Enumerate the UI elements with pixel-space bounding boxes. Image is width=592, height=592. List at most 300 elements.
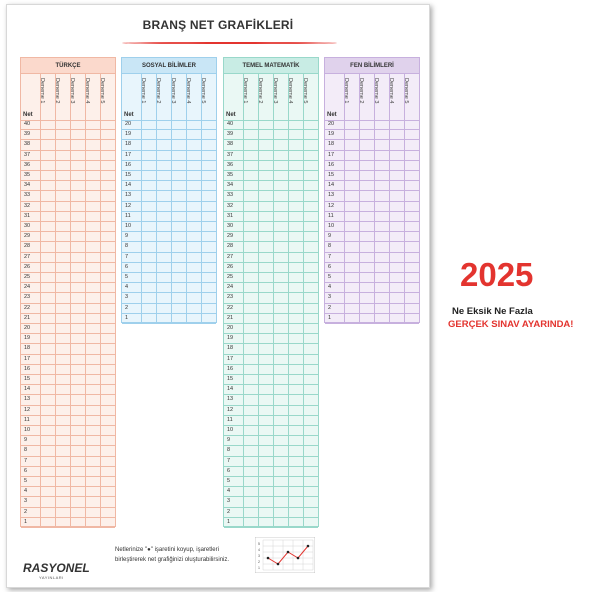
mark-cell[interactable] <box>344 151 359 160</box>
mark-cell[interactable] <box>55 467 70 476</box>
mark-cell[interactable] <box>55 487 70 496</box>
mark-cell[interactable] <box>243 406 258 415</box>
mark-cell[interactable] <box>100 202 115 211</box>
mark-cell[interactable] <box>186 283 201 292</box>
mark-cell[interactable] <box>100 304 115 313</box>
mark-cell[interactable] <box>374 140 389 149</box>
mark-cell[interactable] <box>55 446 70 455</box>
mark-cell[interactable] <box>40 222 55 231</box>
mark-cell[interactable] <box>141 283 156 292</box>
mark-cell[interactable] <box>85 436 100 445</box>
mark-cell[interactable] <box>100 181 115 190</box>
mark-cell[interactable] <box>344 283 359 292</box>
mark-cell[interactable] <box>141 293 156 302</box>
mark-cell[interactable] <box>404 314 419 323</box>
mark-cell[interactable] <box>288 140 303 149</box>
mark-cell[interactable] <box>70 273 85 282</box>
mark-cell[interactable] <box>303 385 318 394</box>
mark-cell[interactable] <box>171 120 186 129</box>
mark-cell[interactable] <box>70 202 85 211</box>
mark-cell[interactable] <box>156 191 171 200</box>
mark-cell[interactable] <box>273 477 288 486</box>
mark-cell[interactable] <box>258 222 273 231</box>
mark-cell[interactable] <box>55 416 70 425</box>
mark-cell[interactable] <box>100 171 115 180</box>
mark-cell[interactable] <box>55 202 70 211</box>
mark-cell[interactable] <box>141 253 156 262</box>
mark-cell[interactable] <box>100 446 115 455</box>
mark-cell[interactable] <box>404 181 419 190</box>
mark-cell[interactable] <box>258 375 273 384</box>
mark-cell[interactable] <box>389 212 404 221</box>
mark-cell[interactable] <box>70 253 85 262</box>
mark-cell[interactable] <box>40 487 55 496</box>
mark-cell[interactable] <box>243 487 258 496</box>
mark-cell[interactable] <box>359 283 374 292</box>
mark-cell[interactable] <box>70 365 85 374</box>
mark-cell[interactable] <box>273 140 288 149</box>
mark-cell[interactable] <box>258 497 273 506</box>
mark-cell[interactable] <box>374 191 389 200</box>
mark-cell[interactable] <box>186 151 201 160</box>
mark-cell[interactable] <box>273 344 288 353</box>
mark-cell[interactable] <box>85 232 100 241</box>
mark-cell[interactable] <box>389 242 404 251</box>
mark-cell[interactable] <box>389 273 404 282</box>
mark-cell[interactable] <box>243 355 258 364</box>
mark-cell[interactable] <box>359 222 374 231</box>
mark-cell[interactable] <box>374 222 389 231</box>
mark-cell[interactable] <box>55 222 70 231</box>
mark-cell[interactable] <box>100 130 115 139</box>
mark-cell[interactable] <box>374 293 389 302</box>
mark-cell[interactable] <box>55 365 70 374</box>
mark-cell[interactable] <box>288 497 303 506</box>
mark-cell[interactable] <box>201 191 216 200</box>
mark-cell[interactable] <box>258 457 273 466</box>
mark-cell[interactable] <box>303 293 318 302</box>
mark-cell[interactable] <box>303 304 318 313</box>
mark-cell[interactable] <box>288 171 303 180</box>
mark-cell[interactable] <box>55 140 70 149</box>
mark-cell[interactable] <box>85 457 100 466</box>
mark-cell[interactable] <box>70 324 85 333</box>
mark-cell[interactable] <box>171 212 186 221</box>
mark-cell[interactable] <box>70 242 85 251</box>
mark-cell[interactable] <box>258 191 273 200</box>
mark-cell[interactable] <box>156 293 171 302</box>
mark-cell[interactable] <box>359 151 374 160</box>
mark-cell[interactable] <box>404 130 419 139</box>
mark-cell[interactable] <box>156 253 171 262</box>
mark-cell[interactable] <box>100 263 115 272</box>
mark-cell[interactable] <box>171 263 186 272</box>
mark-cell[interactable] <box>141 191 156 200</box>
mark-cell[interactable] <box>40 293 55 302</box>
mark-cell[interactable] <box>359 293 374 302</box>
mark-cell[interactable] <box>288 446 303 455</box>
mark-cell[interactable] <box>55 395 70 404</box>
mark-cell[interactable] <box>273 293 288 302</box>
mark-cell[interactable] <box>40 344 55 353</box>
mark-cell[interactable] <box>273 191 288 200</box>
mark-cell[interactable] <box>273 467 288 476</box>
mark-cell[interactable] <box>55 283 70 292</box>
mark-cell[interactable] <box>258 253 273 262</box>
mark-cell[interactable] <box>374 263 389 272</box>
mark-cell[interactable] <box>70 467 85 476</box>
mark-cell[interactable] <box>55 161 70 170</box>
mark-cell[interactable] <box>40 334 55 343</box>
mark-cell[interactable] <box>243 334 258 343</box>
mark-cell[interactable] <box>201 283 216 292</box>
mark-cell[interactable] <box>171 242 186 251</box>
mark-cell[interactable] <box>344 130 359 139</box>
mark-cell[interactable] <box>303 446 318 455</box>
mark-cell[interactable] <box>273 232 288 241</box>
mark-cell[interactable] <box>303 477 318 486</box>
mark-cell[interactable] <box>100 293 115 302</box>
mark-cell[interactable] <box>243 508 258 517</box>
mark-cell[interactable] <box>389 140 404 149</box>
mark-cell[interactable] <box>70 487 85 496</box>
mark-cell[interactable] <box>85 253 100 262</box>
mark-cell[interactable] <box>273 406 288 415</box>
mark-cell[interactable] <box>85 283 100 292</box>
mark-cell[interactable] <box>243 375 258 384</box>
mark-cell[interactable] <box>85 344 100 353</box>
mark-cell[interactable] <box>100 232 115 241</box>
mark-cell[interactable] <box>303 120 318 129</box>
mark-cell[interactable] <box>374 151 389 160</box>
mark-cell[interactable] <box>243 457 258 466</box>
mark-cell[interactable] <box>258 344 273 353</box>
mark-cell[interactable] <box>288 385 303 394</box>
mark-cell[interactable] <box>100 253 115 262</box>
mark-cell[interactable] <box>288 508 303 517</box>
mark-cell[interactable] <box>344 293 359 302</box>
mark-cell[interactable] <box>85 181 100 190</box>
mark-cell[interactable] <box>171 304 186 313</box>
mark-cell[interactable] <box>258 467 273 476</box>
mark-cell[interactable] <box>273 242 288 251</box>
mark-cell[interactable] <box>243 242 258 251</box>
mark-cell[interactable] <box>70 151 85 160</box>
mark-cell[interactable] <box>374 212 389 221</box>
mark-cell[interactable] <box>85 212 100 221</box>
mark-cell[interactable] <box>171 181 186 190</box>
mark-cell[interactable] <box>55 120 70 129</box>
mark-cell[interactable] <box>70 436 85 445</box>
mark-cell[interactable] <box>70 293 85 302</box>
mark-cell[interactable] <box>201 161 216 170</box>
mark-cell[interactable] <box>303 222 318 231</box>
mark-cell[interactable] <box>70 263 85 272</box>
mark-cell[interactable] <box>243 314 258 323</box>
mark-cell[interactable] <box>201 232 216 241</box>
mark-cell[interactable] <box>40 416 55 425</box>
mark-cell[interactable] <box>303 406 318 415</box>
mark-cell[interactable] <box>171 232 186 241</box>
mark-cell[interactable] <box>303 324 318 333</box>
mark-cell[interactable] <box>258 487 273 496</box>
mark-cell[interactable] <box>303 375 318 384</box>
mark-cell[interactable] <box>40 171 55 180</box>
mark-cell[interactable] <box>273 375 288 384</box>
mark-cell[interactable] <box>243 385 258 394</box>
mark-cell[interactable] <box>55 263 70 272</box>
mark-cell[interactable] <box>171 253 186 262</box>
mark-cell[interactable] <box>303 487 318 496</box>
mark-cell[interactable] <box>243 467 258 476</box>
mark-cell[interactable] <box>243 497 258 506</box>
mark-cell[interactable] <box>40 406 55 415</box>
mark-cell[interactable] <box>100 385 115 394</box>
mark-cell[interactable] <box>359 140 374 149</box>
mark-cell[interactable] <box>70 508 85 517</box>
mark-cell[interactable] <box>273 161 288 170</box>
mark-cell[interactable] <box>40 355 55 364</box>
mark-cell[interactable] <box>288 273 303 282</box>
mark-cell[interactable] <box>273 304 288 313</box>
mark-cell[interactable] <box>141 212 156 221</box>
mark-cell[interactable] <box>258 508 273 517</box>
mark-cell[interactable] <box>273 120 288 129</box>
mark-cell[interactable] <box>100 120 115 129</box>
mark-cell[interactable] <box>100 242 115 251</box>
mark-cell[interactable] <box>273 222 288 231</box>
mark-cell[interactable] <box>389 253 404 262</box>
mark-cell[interactable] <box>359 181 374 190</box>
mark-cell[interactable] <box>344 120 359 129</box>
mark-cell[interactable] <box>389 130 404 139</box>
mark-cell[interactable] <box>156 283 171 292</box>
mark-cell[interactable] <box>404 232 419 241</box>
mark-cell[interactable] <box>70 518 85 527</box>
mark-cell[interactable] <box>55 436 70 445</box>
mark-cell[interactable] <box>303 202 318 211</box>
mark-cell[interactable] <box>258 202 273 211</box>
mark-cell[interactable] <box>55 355 70 364</box>
mark-cell[interactable] <box>404 171 419 180</box>
mark-cell[interactable] <box>273 365 288 374</box>
mark-cell[interactable] <box>273 130 288 139</box>
mark-cell[interactable] <box>273 457 288 466</box>
mark-cell[interactable] <box>288 344 303 353</box>
mark-cell[interactable] <box>374 314 389 323</box>
mark-cell[interactable] <box>273 446 288 455</box>
mark-cell[interactable] <box>85 334 100 343</box>
mark-cell[interactable] <box>243 161 258 170</box>
mark-cell[interactable] <box>389 161 404 170</box>
mark-cell[interactable] <box>55 508 70 517</box>
mark-cell[interactable] <box>374 273 389 282</box>
mark-cell[interactable] <box>40 426 55 435</box>
mark-cell[interactable] <box>85 467 100 476</box>
mark-cell[interactable] <box>389 283 404 292</box>
mark-cell[interactable] <box>288 191 303 200</box>
mark-cell[interactable] <box>273 171 288 180</box>
mark-cell[interactable] <box>141 202 156 211</box>
mark-cell[interactable] <box>55 293 70 302</box>
mark-cell[interactable] <box>55 457 70 466</box>
mark-cell[interactable] <box>55 212 70 221</box>
mark-cell[interactable] <box>55 385 70 394</box>
mark-cell[interactable] <box>404 273 419 282</box>
mark-cell[interactable] <box>85 191 100 200</box>
mark-cell[interactable] <box>40 467 55 476</box>
mark-cell[interactable] <box>85 140 100 149</box>
mark-cell[interactable] <box>258 334 273 343</box>
mark-cell[interactable] <box>40 151 55 160</box>
mark-cell[interactable] <box>303 334 318 343</box>
mark-cell[interactable] <box>70 161 85 170</box>
mark-cell[interactable] <box>70 426 85 435</box>
mark-cell[interactable] <box>40 446 55 455</box>
mark-cell[interactable] <box>55 304 70 313</box>
mark-cell[interactable] <box>186 263 201 272</box>
mark-cell[interactable] <box>288 151 303 160</box>
mark-cell[interactable] <box>171 151 186 160</box>
mark-cell[interactable] <box>273 314 288 323</box>
mark-cell[interactable] <box>344 202 359 211</box>
mark-cell[interactable] <box>288 477 303 486</box>
mark-cell[interactable] <box>85 497 100 506</box>
mark-cell[interactable] <box>201 120 216 129</box>
mark-cell[interactable] <box>273 436 288 445</box>
mark-cell[interactable] <box>404 161 419 170</box>
mark-cell[interactable] <box>186 140 201 149</box>
mark-cell[interactable] <box>359 253 374 262</box>
mark-cell[interactable] <box>40 202 55 211</box>
mark-cell[interactable] <box>288 222 303 231</box>
mark-cell[interactable] <box>201 212 216 221</box>
mark-cell[interactable] <box>359 314 374 323</box>
mark-cell[interactable] <box>258 151 273 160</box>
mark-cell[interactable] <box>70 130 85 139</box>
mark-cell[interactable] <box>389 202 404 211</box>
mark-cell[interactable] <box>374 181 389 190</box>
mark-cell[interactable] <box>186 222 201 231</box>
mark-cell[interactable] <box>201 314 216 323</box>
mark-cell[interactable] <box>141 181 156 190</box>
mark-cell[interactable] <box>404 293 419 302</box>
mark-cell[interactable] <box>40 242 55 251</box>
mark-cell[interactable] <box>288 365 303 374</box>
mark-cell[interactable] <box>359 171 374 180</box>
mark-cell[interactable] <box>243 283 258 292</box>
mark-cell[interactable] <box>288 181 303 190</box>
mark-cell[interactable] <box>374 130 389 139</box>
mark-cell[interactable] <box>288 518 303 527</box>
mark-cell[interactable] <box>201 263 216 272</box>
mark-cell[interactable] <box>303 467 318 476</box>
mark-cell[interactable] <box>273 283 288 292</box>
mark-cell[interactable] <box>55 375 70 384</box>
mark-cell[interactable] <box>258 293 273 302</box>
mark-cell[interactable] <box>171 293 186 302</box>
mark-cell[interactable] <box>85 324 100 333</box>
mark-cell[interactable] <box>243 181 258 190</box>
mark-cell[interactable] <box>85 273 100 282</box>
mark-cell[interactable] <box>186 232 201 241</box>
mark-cell[interactable] <box>389 191 404 200</box>
mark-cell[interactable] <box>85 365 100 374</box>
mark-cell[interactable] <box>186 242 201 251</box>
mark-cell[interactable] <box>85 406 100 415</box>
mark-cell[interactable] <box>186 171 201 180</box>
mark-cell[interactable] <box>70 334 85 343</box>
mark-cell[interactable] <box>258 446 273 455</box>
mark-cell[interactable] <box>344 161 359 170</box>
mark-cell[interactable] <box>288 416 303 425</box>
mark-cell[interactable] <box>55 334 70 343</box>
mark-cell[interactable] <box>156 242 171 251</box>
mark-cell[interactable] <box>288 395 303 404</box>
mark-cell[interactable] <box>258 171 273 180</box>
mark-cell[interactable] <box>70 191 85 200</box>
mark-cell[interactable] <box>100 426 115 435</box>
mark-cell[interactable] <box>404 222 419 231</box>
mark-cell[interactable] <box>171 273 186 282</box>
mark-cell[interactable] <box>100 457 115 466</box>
mark-cell[interactable] <box>85 355 100 364</box>
mark-cell[interactable] <box>258 232 273 241</box>
mark-cell[interactable] <box>303 161 318 170</box>
mark-cell[interactable] <box>273 395 288 404</box>
mark-cell[interactable] <box>243 446 258 455</box>
mark-cell[interactable] <box>85 508 100 517</box>
mark-cell[interactable] <box>171 130 186 139</box>
mark-cell[interactable] <box>85 487 100 496</box>
mark-cell[interactable] <box>85 151 100 160</box>
mark-cell[interactable] <box>359 202 374 211</box>
mark-cell[interactable] <box>374 171 389 180</box>
mark-cell[interactable] <box>303 457 318 466</box>
mark-cell[interactable] <box>40 212 55 221</box>
mark-cell[interactable] <box>243 273 258 282</box>
mark-cell[interactable] <box>70 477 85 486</box>
mark-cell[interactable] <box>100 334 115 343</box>
mark-cell[interactable] <box>141 263 156 272</box>
mark-cell[interactable] <box>243 130 258 139</box>
mark-cell[interactable] <box>303 355 318 364</box>
mark-cell[interactable] <box>156 232 171 241</box>
mark-cell[interactable] <box>344 140 359 149</box>
mark-cell[interactable] <box>288 334 303 343</box>
mark-cell[interactable] <box>303 253 318 262</box>
mark-cell[interactable] <box>303 365 318 374</box>
mark-cell[interactable] <box>156 140 171 149</box>
mark-cell[interactable] <box>201 293 216 302</box>
mark-cell[interactable] <box>70 385 85 394</box>
mark-cell[interactable] <box>243 416 258 425</box>
mark-cell[interactable] <box>100 140 115 149</box>
mark-cell[interactable] <box>288 232 303 241</box>
mark-cell[interactable] <box>85 304 100 313</box>
mark-cell[interactable] <box>141 314 156 323</box>
mark-cell[interactable] <box>258 263 273 272</box>
mark-cell[interactable] <box>288 375 303 384</box>
mark-cell[interactable] <box>258 355 273 364</box>
mark-cell[interactable] <box>258 385 273 394</box>
mark-cell[interactable] <box>85 263 100 272</box>
mark-cell[interactable] <box>344 263 359 272</box>
mark-cell[interactable] <box>55 426 70 435</box>
mark-cell[interactable] <box>70 344 85 353</box>
mark-cell[interactable] <box>303 232 318 241</box>
mark-cell[interactable] <box>100 416 115 425</box>
